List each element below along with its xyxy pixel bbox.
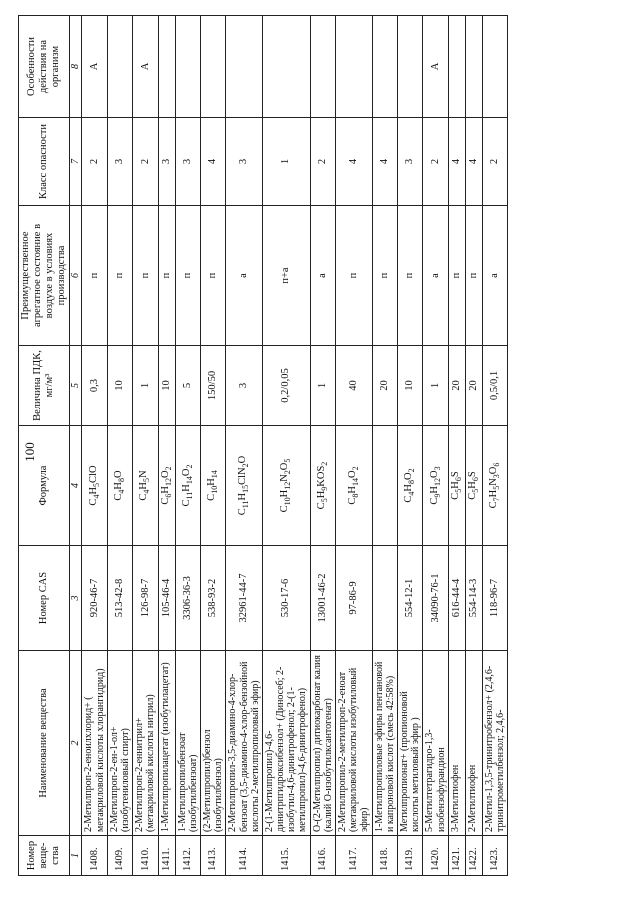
table-row bbox=[82, 16, 107, 876]
hazard-class: 4 bbox=[465, 118, 482, 206]
formula: $C_{10}H_{14}$ bbox=[200, 426, 225, 546]
header-state: Преимущественное агрегатное состояние в воздухе в условиях производства bbox=[19, 206, 70, 346]
action-feature bbox=[200, 16, 225, 118]
table-row bbox=[133, 16, 158, 876]
table-row bbox=[175, 16, 200, 876]
action-feature: А bbox=[423, 16, 448, 118]
action-feature: А bbox=[82, 16, 107, 118]
substance-name: 1-Метилпропиловые эфиры пентановой и капроновой кислот (смесь 42:58%) bbox=[372, 651, 397, 836]
aggregate-state: п+а bbox=[262, 206, 310, 346]
table-row bbox=[448, 16, 465, 876]
action-feature bbox=[175, 16, 200, 118]
cas-number: 538-93-2 bbox=[200, 546, 225, 651]
formula: $C_{11}H_{14}O_2$ bbox=[175, 426, 200, 546]
aggregate-state: п bbox=[107, 206, 132, 346]
formula: $C_4H_8O_2$ bbox=[397, 426, 422, 546]
aggregate-state: п bbox=[200, 206, 225, 346]
hazard-class: 1 bbox=[262, 118, 310, 206]
table-row bbox=[158, 16, 175, 876]
hazard-class: 3 bbox=[158, 118, 175, 206]
row-number: 1422. bbox=[465, 836, 482, 876]
substance-name: 2-Метилтиофен bbox=[465, 651, 482, 836]
row-number: 1413. bbox=[200, 836, 225, 876]
pdk-value: 20 bbox=[465, 346, 482, 426]
hazard-class: 3 bbox=[107, 118, 132, 206]
aggregate-state: п bbox=[82, 206, 107, 346]
row-number: 1416. bbox=[310, 836, 335, 876]
substance-name: 1-Метилпропилацетат (изобутилацетат) bbox=[158, 651, 175, 836]
action-feature bbox=[372, 16, 397, 118]
formula: $C_8H_{14}O_2$ bbox=[336, 426, 373, 546]
substance-name: 2-Метил-1,3,5-тринитробензол+ (2,4,6-тринитрометилбензол; 2,4,6- bbox=[482, 651, 507, 836]
pdk-value: 150/50 bbox=[200, 346, 225, 426]
aggregate-state: п bbox=[336, 206, 373, 346]
formula: $C_{10}H_{12}N_2O_5$ bbox=[262, 426, 310, 546]
action-feature bbox=[226, 16, 263, 118]
pdk-value: 1 bbox=[310, 346, 335, 426]
formula: $C_6H_{12}O_2$ bbox=[158, 426, 175, 546]
hazard-class: 2 bbox=[482, 118, 507, 206]
cas-number: 616-44-4 bbox=[448, 546, 465, 651]
formula: $C_5H_6S$ bbox=[465, 426, 482, 546]
substance-name: (2-Метилпропил)бензол (изобутилбензол) bbox=[200, 651, 225, 836]
header-pdk: Величина ПДК, мг/м³ bbox=[19, 346, 70, 426]
table-row bbox=[482, 16, 507, 876]
table-row bbox=[465, 16, 482, 876]
action-feature bbox=[448, 16, 465, 118]
row-number: 1419. bbox=[397, 836, 422, 876]
hazard-class: 2 bbox=[423, 118, 448, 206]
pdk-value: 3 bbox=[226, 346, 263, 426]
aggregate-state: п bbox=[158, 206, 175, 346]
aggregate-state: п bbox=[397, 206, 422, 346]
row-number: 1412. bbox=[175, 836, 200, 876]
row-number: 1411. bbox=[158, 836, 175, 876]
hazard-class: 4 bbox=[448, 118, 465, 206]
substance-name: О-(2-Метилпропил) дитиокарбонат калия (калий О-изобутилксантогенат) bbox=[310, 651, 335, 836]
action-feature bbox=[482, 16, 507, 118]
cas-number: 34090-76-1 bbox=[423, 546, 448, 651]
column-number: 7 bbox=[70, 118, 82, 206]
hazard-class: 3 bbox=[175, 118, 200, 206]
table-row bbox=[397, 16, 422, 876]
hazard-class: 4 bbox=[372, 118, 397, 206]
substance-name: 2-Метилпроп-2-еноилхлорид+ ( метакриловой кислоты хлорангидрид) bbox=[82, 651, 107, 836]
hazard-class: 2 bbox=[82, 118, 107, 206]
column-number: 3 bbox=[70, 546, 82, 651]
pdk-value: 10 bbox=[107, 346, 132, 426]
cas-number bbox=[372, 546, 397, 651]
row-number: 1414. bbox=[226, 836, 263, 876]
aggregate-state: а bbox=[423, 206, 448, 346]
formula: $C_4H_8O$ bbox=[107, 426, 132, 546]
substance-name: Метилпропионат+ (пропионовой кислоты метиловый эфир ) bbox=[397, 651, 422, 836]
column-number: 8 bbox=[70, 16, 82, 118]
substance-name: 2-(1-Метилпропил)-4,6-динитрпгидроксибензол+ (Диносеб; 2-изобутил-4,6-динитрофенол; 2-(1-метилпропил)-4,6-динитрофенол) bbox=[262, 651, 310, 836]
formula: $C_9H_{12}O_3$ bbox=[423, 426, 448, 546]
action-feature bbox=[310, 16, 335, 118]
cas-number: 554-14-3 bbox=[465, 546, 482, 651]
table-row bbox=[200, 16, 225, 876]
cas-number: 118-96-7 bbox=[482, 546, 507, 651]
pdk-value: 5 bbox=[175, 346, 200, 426]
aggregate-state: а bbox=[482, 206, 507, 346]
formula: $C_4H_5N$ bbox=[133, 426, 158, 546]
hazard-class: 4 bbox=[200, 118, 225, 206]
column-number: 1 bbox=[70, 836, 82, 876]
aggregate-state: а bbox=[226, 206, 263, 346]
aggregate-state: п bbox=[372, 206, 397, 346]
row-number: 1418. bbox=[372, 836, 397, 876]
substance-name: 2-Метилпроп-2-еннитрил+ (метакриловой кислоты нитрил) bbox=[133, 651, 158, 836]
cas-number: 13001-46-2 bbox=[310, 546, 335, 651]
cas-number: 920-46-7 bbox=[82, 546, 107, 651]
cas-number: 126-98-7 bbox=[133, 546, 158, 651]
header-cas: Номер CAS bbox=[19, 546, 70, 651]
hazard-class: 3 bbox=[226, 118, 263, 206]
aggregate-state: п bbox=[465, 206, 482, 346]
aggregate-state: п bbox=[133, 206, 158, 346]
column-number: 6 bbox=[70, 206, 82, 346]
cas-number: 3306-36-3 bbox=[175, 546, 200, 651]
action-feature bbox=[336, 16, 373, 118]
rotated-table-wrapper bbox=[18, 16, 507, 876]
hazard-class: 2 bbox=[310, 118, 335, 206]
cas-number: 513-42-8 bbox=[107, 546, 132, 651]
cas-number: 105-46-4 bbox=[158, 546, 175, 651]
header-name: Наименование вещества bbox=[19, 651, 70, 836]
hazard-class: 2 bbox=[133, 118, 158, 206]
column-number: 2 bbox=[70, 651, 82, 836]
row-number: 1421. bbox=[448, 836, 465, 876]
formula: $C_{11}H_{15}ClN_2O$ bbox=[226, 426, 263, 546]
action-feature: А bbox=[133, 16, 158, 118]
row-number: 1417. bbox=[336, 836, 373, 876]
formula: $C_5H_6S$ bbox=[448, 426, 465, 546]
hazard-class: 3 bbox=[397, 118, 422, 206]
table-body bbox=[82, 16, 508, 876]
substances-table bbox=[18, 15, 508, 876]
pdk-value: 20 bbox=[372, 346, 397, 426]
row-number: 1423. bbox=[482, 836, 507, 876]
table-row bbox=[310, 16, 335, 876]
row-number: 1409. bbox=[107, 836, 132, 876]
formula: $C_7H_5N_3O_6$ bbox=[482, 426, 507, 546]
pdk-value: 0,5/0,1 bbox=[482, 346, 507, 426]
formula: $C_4H_5ClO$ bbox=[82, 426, 107, 546]
header-feature: Особенности действия на организм bbox=[19, 16, 70, 118]
table-row bbox=[336, 16, 373, 876]
table-row bbox=[226, 16, 263, 876]
pdk-value: 0,3 bbox=[82, 346, 107, 426]
pdk-value: 10 bbox=[158, 346, 175, 426]
pdk-value: 1 bbox=[423, 346, 448, 426]
formula bbox=[372, 426, 397, 546]
aggregate-state: п bbox=[175, 206, 200, 346]
table-row bbox=[262, 16, 310, 876]
pdk-value: 40 bbox=[336, 346, 373, 426]
row-number: 1408. bbox=[82, 836, 107, 876]
header-class: Класс опасности bbox=[19, 118, 70, 206]
pdk-value: 20 bbox=[448, 346, 465, 426]
header-formula: Формула bbox=[19, 426, 70, 546]
action-feature bbox=[158, 16, 175, 118]
aggregate-state: п bbox=[448, 206, 465, 346]
column-number: 4 bbox=[70, 426, 82, 546]
substance-name: 2-Метилпроп-2-ен-1-ол+ (изобутениловый спирт) bbox=[107, 651, 132, 836]
cas-number: 530-17-6 bbox=[262, 546, 310, 651]
table-row bbox=[107, 16, 132, 876]
substance-name: 2-Метилпропил-2-метилпроп-2-еноат (метакриловой кислоты изобутиловый эфир) bbox=[336, 651, 373, 836]
cas-number: 97-86-9 bbox=[336, 546, 373, 651]
pdk-value: 10 bbox=[397, 346, 422, 426]
action-feature bbox=[397, 16, 422, 118]
table-row bbox=[423, 16, 448, 876]
substance-name: 2-Метилпропил-3,5-диамино-4-хлор-бензоат (3,5-диамино-4-хлор-бензойной кислоты 2-метилпропиловый эфир) bbox=[226, 651, 263, 836]
substance-name: 3-Метилтиофен bbox=[448, 651, 465, 836]
table-row bbox=[372, 16, 397, 876]
hazard-class: 4 bbox=[336, 118, 373, 206]
column-number: 5 bbox=[70, 346, 82, 426]
row-number: 1410. bbox=[133, 836, 158, 876]
row-number: 1420. bbox=[423, 836, 448, 876]
cas-number: 32961-44-7 bbox=[226, 546, 263, 651]
substance-name: 1-Метилпропилбензоат (изобутилбензоат) bbox=[175, 651, 200, 836]
formula: $C_5H_9KOS_2$ bbox=[310, 426, 335, 546]
row-number: 1415. bbox=[262, 836, 310, 876]
aggregate-state: а bbox=[310, 206, 335, 346]
cas-number: 554-12-1 bbox=[397, 546, 422, 651]
header-number: Номер веще-ства bbox=[19, 836, 70, 876]
action-feature bbox=[107, 16, 132, 118]
column-number-row bbox=[70, 16, 82, 876]
pdk-value: 1 bbox=[133, 346, 158, 426]
action-feature bbox=[262, 16, 310, 118]
pdk-value: 0,2/0,05 bbox=[262, 346, 310, 426]
action-feature bbox=[465, 16, 482, 118]
substance-name: 5-Метилтетрагидро-1,3-изобензофурандион bbox=[423, 651, 448, 836]
header-row bbox=[19, 16, 70, 876]
page-number: 100 bbox=[22, 442, 37, 462]
